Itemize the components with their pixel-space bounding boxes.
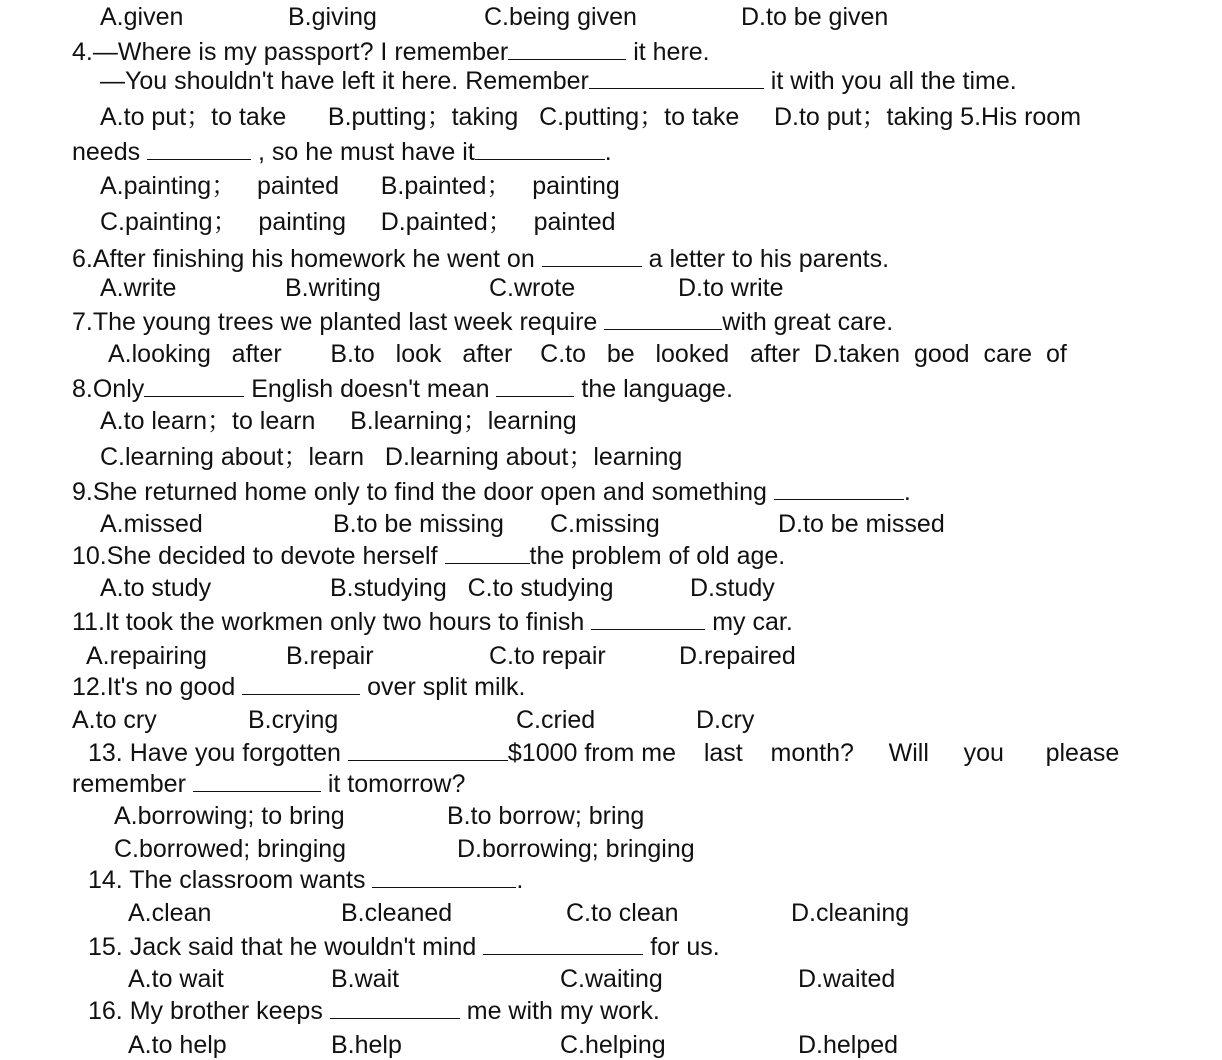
q12-option-c: C.cried <box>516 706 596 734</box>
q16-option-d: D.helped <box>798 1031 899 1059</box>
q14-stem: 14. The classroom wants . <box>88 866 524 894</box>
q14-option-b: B.cleaned <box>341 899 453 927</box>
answer-blank <box>774 477 904 500</box>
q14-option-a: A.clean <box>128 899 212 927</box>
q3-option-c: C.being given <box>484 3 637 31</box>
q10-stem: 10.She decided to devote herself the problem of old age. <box>72 542 786 570</box>
q16-option-c: C.helping <box>560 1031 666 1059</box>
q6-option-b: B.writing <box>285 274 381 302</box>
q7-options: A.looking after B.to look after C.to be looked after D.taken good care of <box>108 340 1067 368</box>
q8-options-row1: A.to learn；to learn B.learning；learning <box>100 407 577 435</box>
q14-option-d: D.cleaning <box>791 899 910 927</box>
answer-blank <box>589 66 764 89</box>
q15-option-d: D.waited <box>798 965 896 993</box>
q7-stem: 7.The young trees we planted last week require with great care. <box>72 308 894 336</box>
answer-blank <box>330 996 460 1019</box>
q5-options-row1: A.painting； painted B.painted； painting <box>100 172 620 200</box>
q12-stem: 12.It's no good over split milk. <box>72 673 526 701</box>
q3-option-a: A.given <box>100 3 184 31</box>
q16-option-a: A.to help <box>128 1031 227 1059</box>
q15-option-b: B.wait <box>331 965 400 993</box>
q10-option-bc: B.studying C.to studying <box>330 574 614 602</box>
q10-option-d: D.study <box>690 574 775 602</box>
q9-option-d: D.to be missed <box>778 510 945 538</box>
q11-option-c: C.to repair <box>489 642 606 670</box>
q15-stem: 15. Jack said that he wouldn't mind for us. <box>88 933 720 961</box>
q13-stem-continued: remember it tomorrow? <box>72 770 466 798</box>
q9-stem: 9.She returned home only to find the door open and something . <box>72 478 911 506</box>
q11-stem: 11.It took the workmen only two hours to finish my car. <box>72 608 793 636</box>
answer-blank <box>542 244 642 267</box>
q5-options-row2: C.painting； painting D.painted； painted <box>100 208 616 236</box>
q4-options: A.to put；to take B.putting；taking C.putting；to take D.to put；taking 5.His room <box>100 103 1082 131</box>
q9-option-c: C.missing <box>550 510 660 538</box>
q6-option-c: C.wrote <box>489 274 576 302</box>
answer-blank <box>242 672 360 695</box>
q13-stem: 13. Have you forgotten $1000 from me last month? Will you please <box>88 739 1120 767</box>
q12-option-b: B.crying <box>248 706 339 734</box>
answer-blank <box>604 307 722 330</box>
q6-option-d: D.to write <box>678 274 784 302</box>
answer-blank <box>372 865 516 888</box>
q6-stem: 6.After finishing his homework he went on a letter to his parents. <box>72 245 890 273</box>
q8-options-row2: C.learning about；learn D.learning about；learning <box>100 443 683 471</box>
q13-option-a: A.borrowing; to bring <box>114 802 345 830</box>
q15-option-c: C.waiting <box>560 965 663 993</box>
q13-option-c: C.borrowed; bringing <box>114 835 347 863</box>
answer-blank <box>144 374 244 397</box>
q3-option-b: B.giving <box>288 3 377 31</box>
answer-blank <box>147 137 251 160</box>
q12-option-a: A.to cry <box>72 706 157 734</box>
q11-option-d: D.repaired <box>679 642 796 670</box>
q13-option-b: B.to borrow; bring <box>447 802 645 830</box>
q13-option-d: D.borrowing; bringing <box>457 835 695 863</box>
q8-stem: 8.Only English doesn't mean the language. <box>72 375 733 403</box>
q16-stem: 16. My brother keeps me with my work. <box>88 997 660 1025</box>
q5-stem: needs , so he must have it . <box>72 138 612 166</box>
answer-blank <box>483 932 643 955</box>
answer-blank <box>445 541 530 564</box>
q10-option-a: A.to study <box>100 574 212 602</box>
q9-option-a: A.missed <box>100 510 203 538</box>
answer-blank <box>591 607 705 630</box>
q4-response: —You shouldn't have left it here. Remember it with you all the time. <box>100 67 1017 95</box>
q15-option-a: A.to wait <box>128 965 224 993</box>
q16-option-b: B.help <box>331 1031 402 1059</box>
q3-option-d: D.to be given <box>741 3 889 31</box>
answer-blank <box>475 137 605 160</box>
answer-blank <box>496 374 574 397</box>
q9-option-b: B.to be missing <box>333 510 504 538</box>
q4-stem: 4.—Where is my passport? I remember it here. <box>72 38 710 66</box>
answer-blank <box>348 738 508 761</box>
q12-option-d: D.cry <box>696 706 755 734</box>
answer-blank <box>193 769 321 792</box>
q11-option-b: B.repair <box>286 642 374 670</box>
q6-option-a: A.write <box>100 274 177 302</box>
answer-blank <box>508 37 626 60</box>
q14-option-c: C.to clean <box>566 899 679 927</box>
q11-option-a: A.repairing <box>86 642 207 670</box>
q16-options-clipped <box>0 1030 1222 1060</box>
